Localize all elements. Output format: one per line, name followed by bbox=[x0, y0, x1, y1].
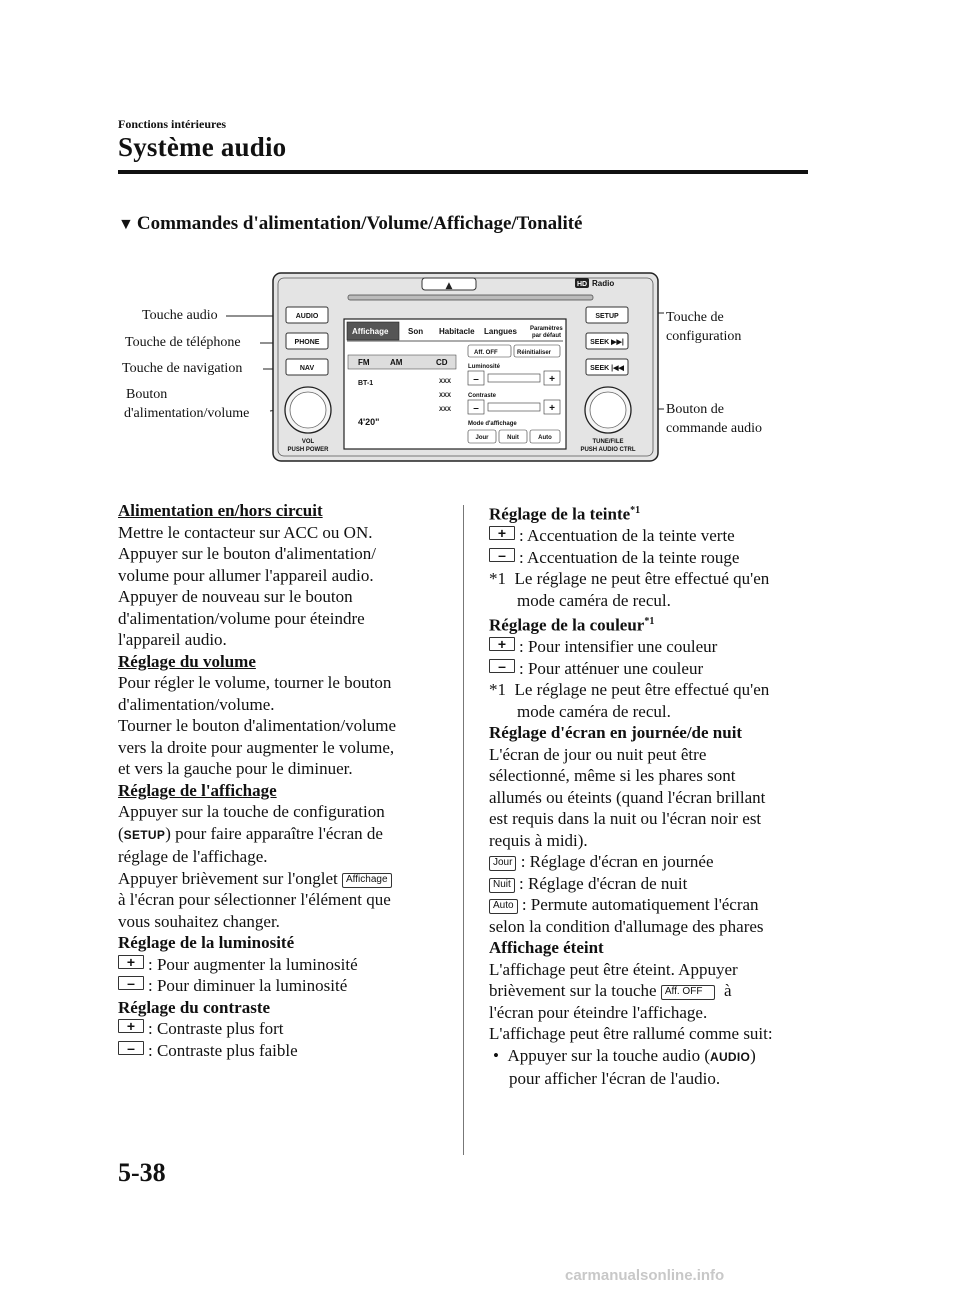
para-text: : Pour atténuer une couleur bbox=[519, 658, 704, 678]
src-am: AM bbox=[390, 358, 403, 367]
column-divider bbox=[463, 505, 464, 1155]
plus-key-icon: + bbox=[489, 526, 515, 540]
src-cd: CD bbox=[436, 358, 448, 367]
paren: ( bbox=[118, 823, 124, 843]
panel-setup-btn: SETUP bbox=[595, 313, 619, 320]
callout-setup-1: Touche de bbox=[666, 310, 724, 325]
para-line bbox=[489, 980, 819, 1002]
right-column bbox=[489, 500, 819, 1090]
footnote-cont: mode caméra de recul. bbox=[517, 590, 671, 610]
para-line: l'appareil audio. bbox=[118, 630, 227, 649]
panel-reset: Réinitialiser bbox=[517, 350, 552, 356]
callout-setup-2: configuration bbox=[666, 329, 742, 344]
para-text: : Contraste plus faible bbox=[148, 1040, 298, 1060]
jour-line bbox=[489, 851, 819, 873]
xxx-3: XXX bbox=[439, 407, 452, 413]
aff-off-key-icon: Aff. OFF bbox=[661, 985, 716, 1000]
svg-text:HD: HD bbox=[576, 281, 588, 288]
para-line: Mettre le contacteur sur ACC ou ON. bbox=[118, 522, 373, 542]
minus-key-icon: – bbox=[118, 976, 144, 990]
footnote-mark: *1 bbox=[489, 569, 506, 589]
para-line: est requis dans la nuit ou l'écran noir est bbox=[489, 809, 762, 829]
para-text: Appuyer sur la touche audio ( bbox=[507, 1045, 710, 1065]
audio-panel-figure bbox=[118, 265, 818, 470]
footnote-mark: *1 bbox=[489, 680, 506, 700]
panel-nav-btn: NAV bbox=[299, 365, 315, 372]
tab-habitacle: Habitacle bbox=[439, 327, 475, 336]
panel-seek-prev-btn: SEEK |◀◀ bbox=[590, 365, 624, 372]
heading-contrast: Réglage du contraste bbox=[118, 997, 271, 1017]
para-line: L'écran de jour ou nuit peut être bbox=[489, 744, 707, 764]
panel-luminosite: Luminosité bbox=[468, 364, 501, 370]
affichage-tab-icon: Affichage bbox=[342, 873, 392, 888]
heading-volume: Réglage du volume bbox=[118, 651, 256, 671]
para-text: : Pour augmenter la luminosité bbox=[148, 954, 358, 974]
para-text: : Accentuation de la teinte rouge bbox=[519, 547, 740, 567]
para-text: : Réglage d'écran de nuit bbox=[519, 873, 688, 893]
panel-mode: Mode d'affichage bbox=[468, 421, 517, 427]
triangle-down-icon: ▼ bbox=[118, 216, 134, 233]
para-text: Appuyer brièvement sur l'onglet bbox=[118, 868, 338, 888]
xxx-1: XXX bbox=[439, 379, 452, 385]
para-line: L'affichage peut être rallumé comme suit: bbox=[489, 1024, 773, 1044]
plus-key-icon: + bbox=[118, 1019, 144, 1033]
panel-contraste: Contraste bbox=[468, 393, 497, 399]
para-text: : Contraste plus fort bbox=[148, 1019, 284, 1038]
callout-power-2: d'alimentation/volume bbox=[124, 406, 250, 421]
brightness-plus bbox=[118, 954, 448, 976]
jour-key-icon: Jour bbox=[489, 856, 516, 871]
para-text: Le réglage ne peut être effectué qu'en bbox=[514, 680, 770, 700]
para-text: : Pour diminuer la luminosité bbox=[148, 976, 348, 995]
para-text: ) pour faire apparaître l'écran de bbox=[165, 823, 383, 843]
svg-text:+: + bbox=[549, 374, 555, 385]
panel-aff-off: Aff. OFF bbox=[474, 350, 498, 356]
para-line: à l'écran pour sélectionner l'élément que bbox=[118, 890, 391, 909]
vol-label: VOL bbox=[301, 439, 315, 445]
svg-text:–: – bbox=[473, 403, 479, 414]
panel-jour: Jour bbox=[475, 435, 489, 441]
auto-key-icon: Auto bbox=[489, 899, 518, 914]
para-line: Appuyer sur la touche de configuration bbox=[118, 802, 385, 821]
callout-ctrl-2: commande audio bbox=[666, 421, 763, 436]
para-line: vous souhaitez changer. bbox=[118, 911, 280, 931]
para-line: Pour régler le volume, tourner le bouton bbox=[118, 673, 392, 692]
para-text: : Réglage d'écran en journée bbox=[520, 852, 714, 872]
audio-ctrl-label: PUSH AUDIO CTRL bbox=[580, 447, 636, 453]
heading-display-off: Affichage éteint bbox=[489, 938, 604, 958]
bullet-item bbox=[489, 1045, 819, 1069]
section-heading bbox=[118, 213, 582, 235]
callout-audio: Touche audio bbox=[142, 308, 218, 323]
xxx-2: XXX bbox=[439, 393, 452, 399]
bullet-icon: • bbox=[493, 1045, 499, 1065]
audio-key-icon: AUDIO bbox=[709, 1049, 751, 1064]
callout-nav: Touche de navigation bbox=[122, 361, 243, 376]
bullet-cont: pour afficher l'écran de l'audio. bbox=[509, 1069, 721, 1089]
page-title: Système audio bbox=[118, 132, 287, 162]
heading-text: Réglage de la couleur bbox=[489, 615, 645, 635]
heading-color bbox=[489, 611, 819, 636]
para-line: d'alimentation/volume pour éteindre bbox=[118, 608, 365, 628]
svg-text:+: + bbox=[549, 403, 555, 414]
panel-phone-btn: PHONE bbox=[294, 339, 320, 346]
src-fm: FM bbox=[358, 358, 370, 367]
contrast-plus bbox=[118, 1018, 448, 1040]
para-line bbox=[118, 868, 448, 890]
para-line: et vers la gauche pour le diminuer. bbox=[118, 759, 353, 778]
para-line: Appuyer de nouveau sur le bouton bbox=[118, 587, 353, 606]
footnote-ref: *1 bbox=[644, 616, 655, 628]
svg-text:▲: ▲ bbox=[445, 281, 453, 291]
tab-affichage: Affichage bbox=[352, 327, 389, 336]
nuit-line bbox=[489, 873, 819, 895]
title-rule bbox=[118, 170, 808, 174]
heading-tint bbox=[489, 500, 819, 525]
heading-daynight: Réglage d'écran en journée/de nuit bbox=[489, 723, 743, 743]
tune-label: TUNE/FILE bbox=[592, 439, 624, 445]
minus-key-icon: – bbox=[489, 548, 515, 562]
para-line: requis à midi). bbox=[489, 830, 588, 850]
auto-line bbox=[489, 894, 819, 916]
section-heading-text: Commandes d'alimentation/Volume/Affichage/Tonalité bbox=[136, 213, 583, 234]
left-column bbox=[118, 500, 448, 1061]
para-line: réglage de l'affichage. bbox=[118, 847, 268, 866]
para-line: volume pour allumer l'appareil audio. bbox=[118, 565, 374, 585]
panel-auto: Auto bbox=[538, 435, 552, 441]
setup-key-icon: SETUP bbox=[123, 827, 166, 842]
callout-ctrl-1: Bouton de bbox=[666, 402, 724, 417]
heading-display: Réglage de l'affichage bbox=[118, 780, 277, 800]
color-plus bbox=[489, 636, 819, 658]
para-line: Appuyer sur le bouton d'alimentation/ bbox=[118, 544, 377, 563]
plus-key-icon: + bbox=[118, 955, 144, 969]
para-text: : Permute automatiquement l'écran bbox=[521, 895, 759, 915]
callout-phone: Touche de téléphone bbox=[125, 335, 241, 350]
heading-brightness: Réglage de la luminosité bbox=[118, 933, 295, 952]
footnote bbox=[489, 679, 819, 701]
footnote-cont: mode caméra de recul. bbox=[517, 701, 671, 721]
hd-radio-logo: Radio bbox=[592, 279, 615, 288]
tint-minus bbox=[489, 547, 819, 569]
para-line: d'alimentation/volume. bbox=[118, 694, 275, 714]
power-label: PUSH POWER bbox=[287, 447, 329, 453]
watermark: carmanualsonline.info bbox=[565, 1267, 725, 1284]
para-text: Le réglage ne peut être effectué qu'en bbox=[514, 569, 770, 589]
tab-son: Son bbox=[408, 327, 424, 336]
nuit-key-icon: Nuit bbox=[489, 878, 515, 893]
minus-key-icon: – bbox=[489, 659, 515, 673]
para-text: ) bbox=[750, 1045, 756, 1065]
brightness-minus bbox=[118, 975, 448, 997]
para-text: brièvement sur la touche bbox=[489, 981, 657, 1001]
para-line bbox=[118, 823, 448, 847]
plus-key-icon: + bbox=[489, 637, 515, 651]
para-line: L'affichage peut être éteint. Appuyer bbox=[489, 959, 738, 979]
para-line: sélectionné, même si les phares sont bbox=[489, 766, 736, 786]
heading-power: Alimentation en/hors circuit bbox=[118, 501, 323, 520]
para-line: l'écran pour éteindre l'affichage. bbox=[489, 1002, 708, 1022]
tab-parametres: Paramètres bbox=[530, 326, 563, 332]
svg-text:–: – bbox=[473, 374, 479, 385]
para-line: selon la condition d'allumage des phares bbox=[489, 916, 764, 936]
section-label: Fonctions intérieures bbox=[118, 117, 227, 131]
para-text: : Accentuation de la teinte verte bbox=[519, 526, 735, 546]
time-label: 4'20" bbox=[358, 417, 380, 427]
color-minus bbox=[489, 658, 819, 680]
panel-nuit: Nuit bbox=[507, 435, 519, 441]
tint-plus bbox=[489, 525, 819, 547]
heading-text: Réglage de la teinte bbox=[489, 504, 631, 524]
panel-audio-btn: AUDIO bbox=[295, 313, 319, 320]
page-number: 5-38 bbox=[118, 1158, 166, 1187]
para-text: : Pour intensifier une couleur bbox=[519, 637, 718, 657]
bt-label: BT-1 bbox=[358, 380, 374, 387]
para-text: à bbox=[723, 981, 732, 1001]
para-line: vers la droite pour augmenter le volume, bbox=[118, 737, 395, 757]
footnote bbox=[489, 568, 819, 590]
contrast-minus bbox=[118, 1040, 448, 1062]
tab-defaut: par défaut bbox=[532, 333, 562, 339]
footnote-ref: *1 bbox=[630, 505, 641, 516]
para-line: allumés ou éteints (quand l'écran brillant bbox=[489, 787, 766, 807]
callout-power-1: Bouton bbox=[126, 387, 168, 402]
tab-langues: Langues bbox=[484, 327, 517, 336]
minus-key-icon: – bbox=[118, 1041, 144, 1055]
para-line: Tourner le bouton d'alimentation/volume bbox=[118, 716, 397, 735]
panel-seek-next-btn: SEEK ▶▶| bbox=[590, 339, 624, 346]
